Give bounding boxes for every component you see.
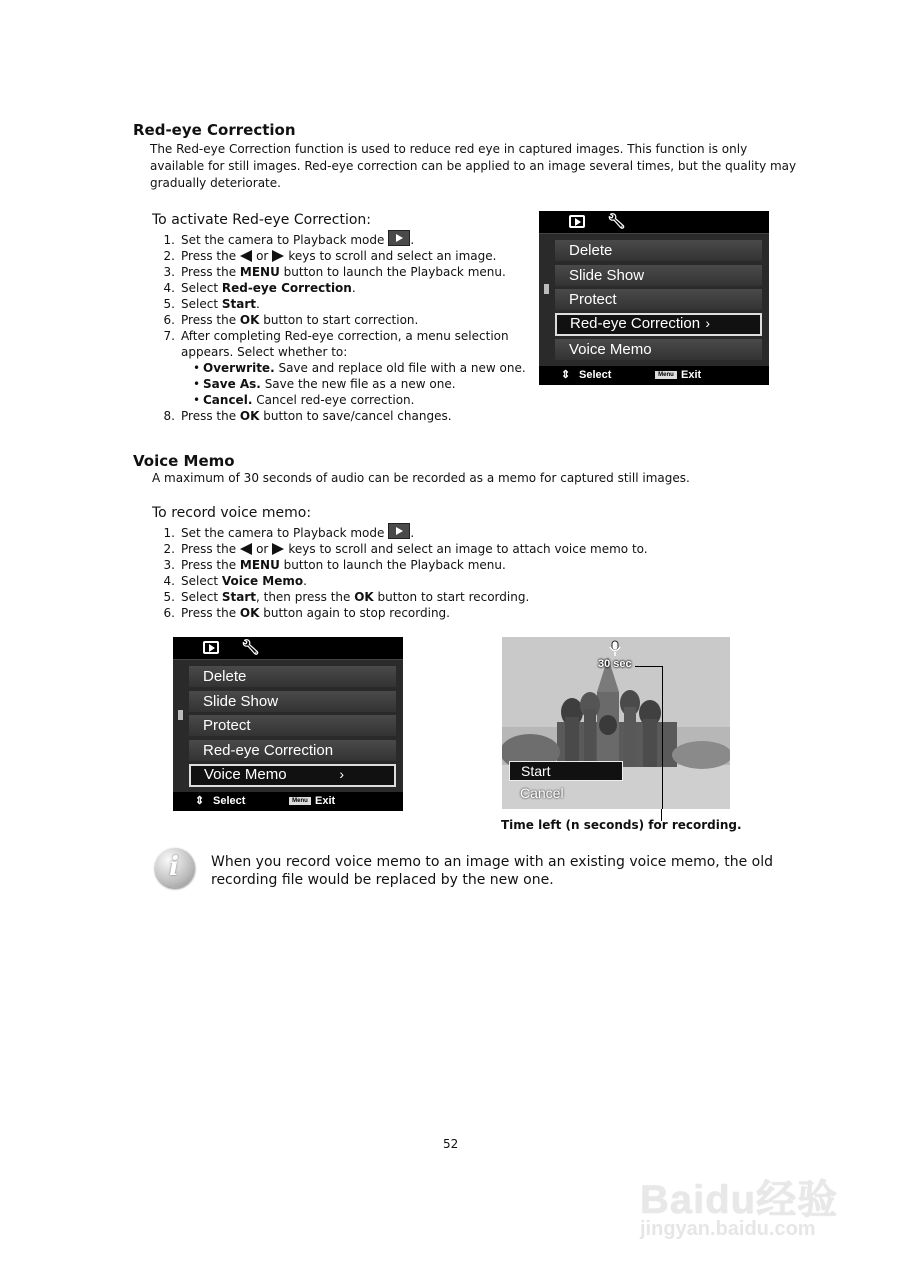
menu-item-voice-memo[interactable]: Voice Memo (555, 339, 762, 360)
updown-arrows-icon: ⇕ (561, 369, 571, 381)
step-8: 8. Press the OK button to save/cancel changes. (163, 409, 452, 423)
menu-item-slide-show[interactable]: Slide Show (555, 265, 762, 286)
step-7: 7. After completing Red-eye correction, a menu selection (163, 329, 509, 343)
watermark-url: jingyan.baidu.com (640, 1218, 816, 1240)
timer-label: 30 sec (598, 658, 632, 670)
menu-item-protect[interactable]: Protect (555, 289, 762, 310)
playback-icon (569, 215, 585, 228)
step-1: 1. Set the camera to Playback mode . (157, 230, 526, 248)
section-title-voice-memo: Voice Memo (133, 452, 235, 470)
menu-item-voice-memo[interactable]: Voice Memo › (189, 764, 396, 787)
menu-item-protect[interactable]: Protect (189, 715, 396, 736)
playback-icon (388, 523, 410, 539)
record-heading: To record voice memo: (152, 505, 312, 521)
menu-item-delete[interactable]: Delete (189, 666, 396, 687)
callout-line-v (662, 666, 663, 809)
camera-menu-red-eye (539, 211, 769, 385)
select-label: Select (213, 795, 246, 807)
wrench-icon: 🔧︎ (241, 639, 261, 656)
step-2: 2. Press the or keys to scroll and select an image. (163, 249, 497, 263)
intro-line: available for still images. Red-eye correction can be applied to an image several times, but the quality may (150, 159, 797, 173)
menu-key-badge: Menu (655, 371, 677, 379)
bullet-save-as: • Save As. Save the new file as a new one. (193, 377, 456, 391)
step-3: 3. Press the MENU button to launch the Playback menu. (163, 558, 506, 572)
left-arrow-icon (240, 543, 252, 555)
step-2: 2. Press the or keys to scroll and select an image to attach voice memo to. (163, 542, 648, 556)
note-line: recording file would be replaced by the new one. (211, 872, 554, 888)
intro-line: gradually deteriorate. (150, 176, 281, 190)
menu-body (173, 660, 403, 792)
note-text (211, 853, 773, 889)
activate-heading: To activate Red-eye Correction: (152, 212, 372, 228)
info-icon: i (155, 848, 195, 888)
camera-menu-voice-memo (173, 637, 403, 811)
section-title-red-eye: Red-eye Correction (133, 121, 296, 139)
intro-line: The Red-eye Correction function is used to reduce red eye in captured images. This function is only (150, 142, 748, 156)
callout-line-h (635, 666, 663, 667)
wrench-icon: 🔧︎ (607, 213, 627, 230)
menu-top-bar (539, 211, 769, 234)
right-arrow-icon (272, 250, 284, 262)
menu-bottom-bar (539, 366, 769, 385)
step-4: 4. Select Red-eye Correction. (163, 281, 356, 295)
playback-icon (203, 641, 219, 654)
playback-icon (388, 230, 410, 246)
red-eye-intro (150, 141, 800, 192)
step-5: 5. Select Start. (163, 297, 260, 311)
step-3: 3. Press the MENU button to launch the Playback menu. (163, 265, 506, 279)
menu-key-badge: Menu (289, 797, 311, 805)
right-arrow-icon (272, 543, 284, 555)
voice-memo-intro: A maximum of 30 seconds of audio can be recorded as a memo for captured still images. (152, 471, 690, 485)
cancel-option[interactable]: Cancel (520, 785, 564, 801)
menu-item-slide-show[interactable]: Slide Show (189, 691, 396, 712)
step-5: 5. Select Start, then press the OK button to start recording. (163, 590, 530, 604)
step-6: 6. Press the OK button again to stop recording. (163, 606, 450, 620)
photo-caption: Time left (n seconds) for recording. (501, 818, 742, 832)
page-number: 52 (443, 1137, 459, 1151)
menu-bottom-bar (173, 792, 403, 811)
step-1: 1. Set the camera to Playback mode . (157, 523, 648, 541)
start-option[interactable]: Start (509, 761, 623, 781)
note-line: When you record voice memo to an image with an existing voice memo, the old (211, 854, 773, 870)
red-eye-steps (157, 230, 526, 424)
updown-arrows-icon: ⇕ (195, 795, 205, 807)
menu-item-red-eye-correction[interactable]: Red-eye Correction › (555, 313, 762, 336)
bullet-overwrite: • Overwrite. Save and replace old file with a new one. (193, 361, 526, 375)
left-arrow-icon (240, 250, 252, 262)
exit-label: Exit (681, 369, 702, 381)
menu-item-delete[interactable]: Delete (555, 240, 762, 261)
select-label: Select (579, 369, 612, 381)
watermark-brand: Baidu经验 (640, 1178, 839, 1222)
voice-memo-photo (502, 637, 730, 809)
menu-body (539, 234, 769, 366)
chevron-right-icon: › (339, 766, 344, 782)
bullet-cancel: • Cancel. Cancel red-eye correction. (193, 393, 415, 407)
menu-top-bar (173, 637, 403, 660)
menu-item-red-eye-correction[interactable]: Red-eye Correction (189, 740, 396, 761)
voice-memo-steps (157, 523, 648, 621)
scroll-indicator (178, 710, 183, 720)
step-4: 4. Select Voice Memo. (163, 574, 307, 588)
exit-label: Exit (315, 795, 336, 807)
step-6: 6. Press the OK button to start correction. (163, 313, 419, 327)
step-7-cont: appears. Select whether to: (181, 345, 348, 359)
scroll-indicator (544, 284, 549, 294)
chevron-right-icon: › (705, 315, 710, 331)
